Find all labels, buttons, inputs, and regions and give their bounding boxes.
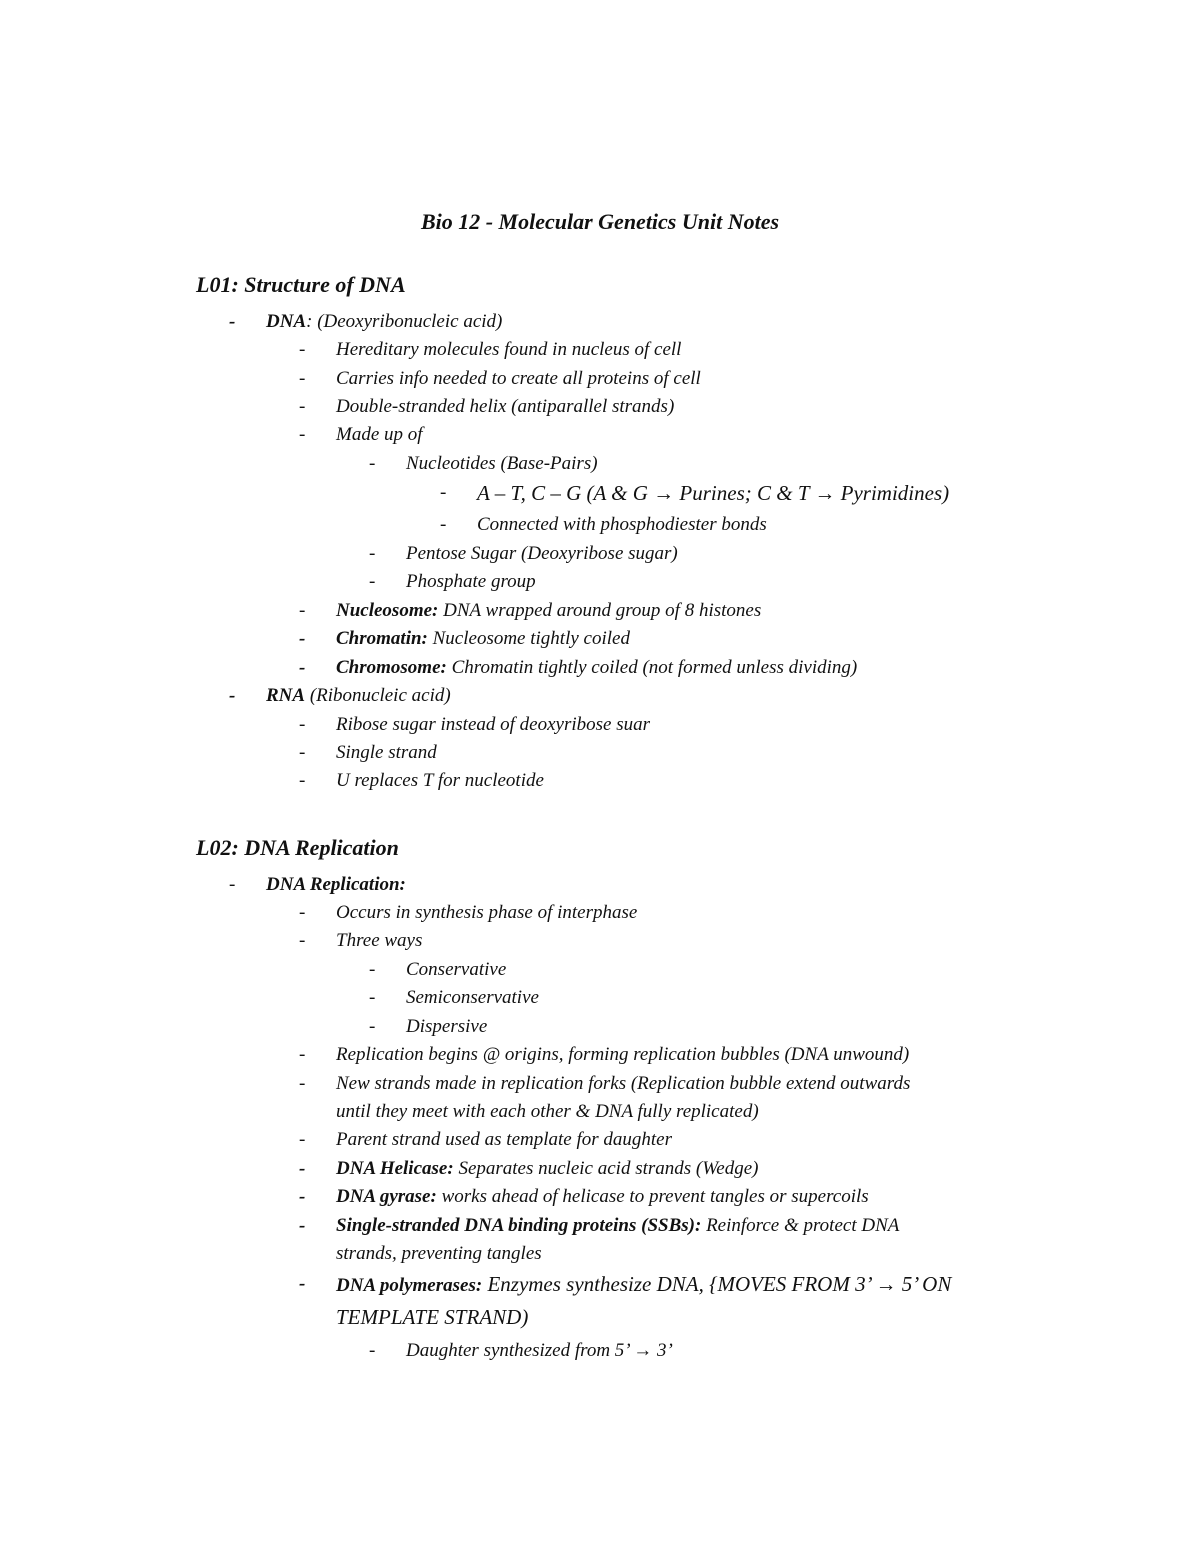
item-text: (Ribonucleic acid) <box>305 685 451 706</box>
item-text: Pentose Sugar (Deoxyribose sugar) <box>406 543 678 564</box>
bullet-dash-icon: - <box>299 600 306 621</box>
bullet-dash-icon: - <box>299 424 306 445</box>
list-item <box>477 479 949 507</box>
list-item <box>406 1013 487 1041</box>
item-text: Made up of <box>336 424 423 445</box>
list-item <box>406 1337 673 1365</box>
bullet-dash-icon: - <box>440 514 447 535</box>
bullet-dash-icon: - <box>299 1073 306 1094</box>
bullet-dash-icon: - <box>299 1186 306 1207</box>
item-text: New strands made in replication forks (Replication bubble extend outwards <box>336 1073 911 1094</box>
list-item <box>266 682 451 710</box>
list-item <box>336 1240 542 1268</box>
bullet-dash-icon: - <box>299 1129 306 1150</box>
item-text: Single strand <box>336 742 437 763</box>
term-label: DNA Replication: <box>266 874 406 895</box>
item-text: Ribose sugar instead of deoxyribose suar <box>336 714 651 735</box>
item-text: works ahead of helicase to prevent tangles or supercoils <box>436 1186 869 1207</box>
bullet-dash-icon: - <box>299 1158 306 1179</box>
list-item <box>336 654 857 682</box>
list-item <box>336 739 437 767</box>
item-text: Parent strand used as template for daughter <box>336 1129 672 1150</box>
item-text: Conservative <box>406 959 507 980</box>
list-item <box>406 568 536 596</box>
item-text: Separates nucleic acid strands (Wedge) <box>453 1158 759 1179</box>
list-item <box>336 1126 672 1154</box>
list-item <box>336 1212 899 1240</box>
list-item <box>336 1098 759 1126</box>
item-text: DNA wrapped around group of 8 histones <box>438 600 762 621</box>
bullet-dash-icon: - <box>299 714 306 735</box>
bullet-dash-icon: - <box>299 1273 306 1294</box>
bullet-dash-icon: - <box>369 959 376 980</box>
item-text: Semiconservative <box>406 987 539 1008</box>
bullet-dash-icon: - <box>299 1215 306 1236</box>
list-item <box>336 625 630 653</box>
list-item <box>336 927 422 955</box>
document-title: Bio 12 - Molecular Genetics Unit Notes <box>420 209 780 234</box>
list-item <box>336 1041 909 1069</box>
term-label: RNA <box>266 685 306 706</box>
item-text: Carries info needed to create all proteins of cell <box>336 368 701 389</box>
item-text: Double-stranded helix (antiparallel strands) <box>336 396 675 417</box>
term-label: DNA polymerases: <box>336 1275 483 1296</box>
term-label: DNA gyrase: <box>336 1186 437 1207</box>
bullet-dash-icon: - <box>369 543 376 564</box>
bullet-dash-icon: - <box>299 742 306 763</box>
item-text: Reinforce & protect DNA <box>701 1215 900 1236</box>
bullet-dash-icon: - <box>369 987 376 1008</box>
list-item <box>336 1155 759 1183</box>
list-item <box>406 540 678 568</box>
section-heading: L02: DNA Replication <box>196 835 399 860</box>
bullet-dash-icon: - <box>229 311 236 332</box>
item-text: Chromatin tightly coiled (not formed unless dividing) <box>446 657 858 678</box>
list-item <box>406 450 598 478</box>
item-text: A – T, C – G (A & G → Purines; C & T → Pyrimidines) <box>477 481 950 505</box>
bullet-dash-icon: - <box>299 1044 306 1065</box>
item-text: Three ways <box>336 930 423 951</box>
bullet-dash-icon: - <box>299 396 306 417</box>
list-item <box>477 511 767 539</box>
item-text: Daughter synthesized from 5’ → 3’ <box>406 1340 673 1361</box>
item-text: Connected with phosphodiester bonds <box>477 514 767 535</box>
bullet-dash-icon: - <box>229 685 236 706</box>
item-text: strands, preventing tangles <box>336 1243 542 1264</box>
term-label: Chromatin: <box>336 628 428 649</box>
list-item <box>336 393 674 421</box>
item-text: Enzymes synthesize DNA, {MOVES FROM 3’ → 5’ ON <box>482 1272 952 1296</box>
item-text: TEMPLATE STRAND) <box>336 1305 529 1329</box>
list-item <box>336 711 650 739</box>
item-text: Nucleotides (Base-Pairs) <box>406 453 598 474</box>
bullet-dash-icon: - <box>369 453 376 474</box>
bullet-dash-icon: - <box>299 902 306 923</box>
term-label: Chromosome: <box>336 657 447 678</box>
list-item <box>336 1183 869 1211</box>
list-item <box>336 336 681 364</box>
list-item <box>336 597 761 625</box>
term-label: DNA <box>266 311 307 332</box>
bullet-dash-icon: - <box>299 930 306 951</box>
term-label: DNA Helicase: <box>336 1158 454 1179</box>
section-heading: L01: Structure of DNA <box>196 272 406 297</box>
bullet-dash-icon: - <box>440 482 447 503</box>
item-text: Phosphate group <box>406 571 536 592</box>
bullet-dash-icon: - <box>369 1340 376 1361</box>
term-label: Single-stranded DNA binding proteins (SSBs): <box>336 1215 702 1236</box>
item-text: Nucleosome tightly coiled <box>427 628 630 649</box>
list-item <box>336 767 544 795</box>
item-text: Dispersive <box>406 1016 488 1037</box>
item-text: Hereditary molecules found in nucleus of cell <box>336 339 682 360</box>
bullet-dash-icon: - <box>299 339 306 360</box>
bullet-dash-icon: - <box>369 1016 376 1037</box>
item-text: Replication begins @ origins, forming replication bubbles (DNA unwound) <box>336 1044 910 1065</box>
bullet-dash-icon: - <box>369 571 376 592</box>
bullet-dash-icon: - <box>299 628 306 649</box>
bullet-dash-icon: - <box>299 657 306 678</box>
list-item <box>336 421 423 449</box>
item-text: : (Deoxyribonucleic acid) <box>306 311 503 332</box>
list-item <box>266 871 406 899</box>
list-item <box>336 365 701 393</box>
bullet-dash-icon: - <box>299 368 306 389</box>
bullet-dash-icon: - <box>299 770 306 791</box>
list-item <box>406 984 539 1012</box>
list-item <box>406 956 506 984</box>
item-text: Occurs in synthesis phase of interphase <box>336 902 638 923</box>
item-text: U replaces T for nucleotide <box>336 770 544 791</box>
term-label: Nucleosome: <box>336 600 439 621</box>
item-text: until they meet with each other & DNA fully replicated) <box>336 1101 759 1122</box>
list-item <box>336 1270 951 1300</box>
list-item <box>336 899 637 927</box>
list-item <box>336 1303 528 1331</box>
list-item <box>266 308 502 336</box>
bullet-dash-icon: - <box>229 874 236 895</box>
list-item <box>336 1070 910 1098</box>
